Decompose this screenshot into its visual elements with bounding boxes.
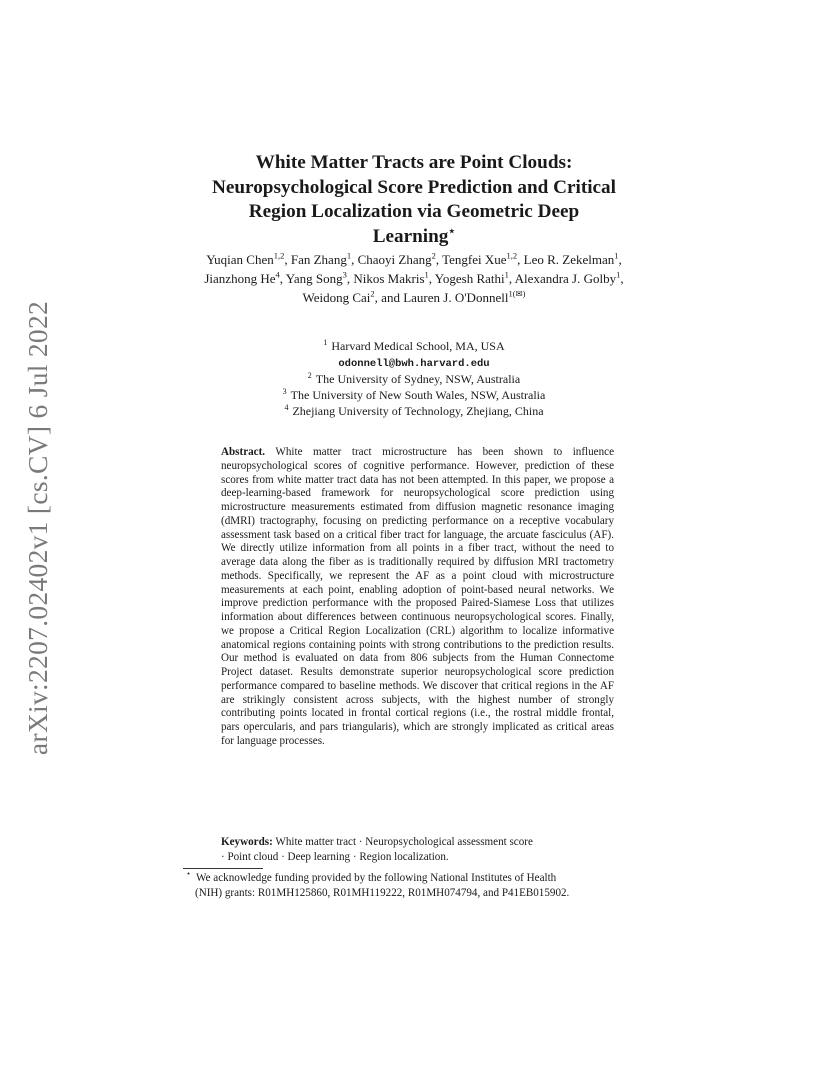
author-name: Tengfei Xue: [442, 252, 507, 267]
author-name: Yang Song: [285, 271, 343, 286]
author-separator: ,: [517, 252, 524, 267]
author-affiliation-mark: 1(✉): [508, 288, 526, 299]
author-affiliation-mark: 2: [370, 288, 375, 299]
author-name: Fan Zhang: [290, 252, 347, 267]
contact-email[interactable]: [180, 355, 648, 373]
author-affiliation-mark: 1: [504, 269, 509, 280]
keywords-label: Keywords:: [221, 836, 273, 848]
keywords: [221, 835, 619, 864]
affiliation-4: [180, 404, 648, 420]
affiliation-3-number: 3: [282, 387, 287, 397]
author-separator: ,: [428, 271, 435, 286]
abstract: [221, 446, 614, 749]
keywords-line-2: · Point cloud · Deep learning · Region localization.: [221, 850, 449, 863]
author-name: Leo R. Zekelman: [523, 252, 615, 267]
author-affiliation-mark: 1: [614, 250, 619, 261]
author-name: Lauren J. O'Donnell: [403, 290, 509, 305]
author-name: Alexandra J. Golby: [514, 271, 617, 286]
keywords-line-1: [221, 835, 619, 850]
footnote-divider: [183, 868, 263, 869]
author-name: Chaoyi Zhang: [357, 252, 432, 267]
author-affiliation-mark: 2: [431, 250, 436, 261]
author-name: Jianzhong He: [204, 271, 276, 286]
affiliation-4-text: Zhejiang University of Technology, Zhejiang, China: [292, 403, 544, 418]
affiliation-1-text: Harvard Medical School, MA, USA: [331, 339, 505, 353]
author-separator: ,: [618, 252, 622, 267]
title-footnote-mark: ⋆: [448, 225, 456, 238]
author-affiliation-mark: 1: [346, 250, 352, 261]
author-separator: ,: [346, 271, 354, 286]
author-name: Yuqian Chen: [206, 252, 274, 267]
footnote-mark: ⋆: [186, 869, 192, 879]
title-line-2: Neuropsychological Score Prediction and Critical: [212, 176, 616, 198]
author-name: Weidong Cai: [302, 290, 371, 305]
author-separator: ,: [435, 252, 443, 267]
author-affiliation-mark: 1: [424, 269, 429, 280]
arxiv-id-text: arXiv:2207.02402v1 [cs.CV] 6 Jul 2022: [22, 300, 53, 755]
author-affiliation-mark: 1,2: [273, 250, 285, 261]
title-line-1: White Matter Tracts are Point Clouds:: [255, 152, 573, 173]
affiliation-2-text: The University of Sydney, NSW, Australia: [315, 372, 521, 387]
title-line-3: Region Localization via Geometric Deep: [248, 201, 580, 222]
affiliation-1-number: 1: [323, 338, 328, 347]
author-separator: ,: [620, 271, 624, 286]
affiliation-3-text: The University of New South Wales, NSW, Australia: [290, 388, 546, 403]
author-separator: ,: [284, 252, 291, 267]
author-affiliation-mark: 1,2: [506, 250, 518, 261]
footnote: [186, 871, 646, 900]
author-affiliation-mark: 4: [275, 269, 280, 280]
affiliation-4-number: 4: [284, 402, 289, 412]
affiliations: [180, 339, 648, 420]
abstract-text: White matter tract microstructure has been shown to influence neuropsychological scores of cognitive performance. However, prediction of these scores from white matter tract data has not been attempted. In this paper, we propose a deep-learning-based framework for neuropsychological score prediction using microstructure measurements estimated from diffusion magnetic resonance imaging (dMRI) tractography, focusing on predicting performance on a receptive vocabulary assessment task based on a critical fiber tract for language, the arcuate fasciculus (AF). We directly utilize information from all points in a fiber tract, without the need to average data along the fiber as is traditionally required by diffusion MRI tractometry methods. Specifically, we represent the AF as a point cloud with microstructure measurements at each point, enabling adoption of point-based neural networks. We improve prediction performance with the proposed Paired-Siamese Loss that utilizes information about differences between continuous neuropsychological scores. Finally, we propose a Critical Region Localization (CRL) algorithm to localize informative anatomical regions containing points with strong contributions to the prediction results. Our method is evaluated on data from 806 subjects from the Human Connectome Project dataset. Results demonstrate superior neuropsychological score prediction performance compared to baseline methods. We discover that critical regions in the AF are strikingly consistent across subjects, with the highest number of strongly contributing points located in frontal cortical regions (i.e., the rostral middle frontal, pars opercularis, and pars triangularis), which are strongly implicated as critical areas for language processes.: [221, 446, 615, 747]
author-list: [190, 250, 638, 307]
footnote-line-1: [186, 871, 646, 886]
author-name: Nikos Makris: [353, 271, 425, 286]
email-link[interactable]: odonnell@bwh.harvard.edu: [338, 357, 490, 370]
author-name: Yogesh Rathi: [434, 271, 505, 286]
affiliation-2: [180, 372, 648, 388]
author-affiliation-mark: 1: [616, 269, 621, 280]
affiliation-3: [180, 388, 648, 404]
title-line-4: [170, 225, 658, 250]
author-separator: , and: [374, 290, 404, 305]
arxiv-identifier-stamp: [14, 300, 62, 755]
abstract-label: Abstract.: [221, 446, 266, 458]
author-separator: ,: [279, 271, 286, 286]
paper-title: [170, 151, 658, 249]
author-separator: ,: [508, 271, 515, 286]
affiliation-1: [180, 339, 648, 355]
title-last-word: Learning: [372, 225, 449, 247]
affiliation-2-number: 2: [307, 371, 312, 381]
keywords-text-1: White matter tract · Neuropsychological assessment score: [275, 836, 533, 848]
author-affiliation-mark: 3: [342, 269, 347, 280]
footnote-line-2: (NIH) grants: R01MH125860, R01MH119222, R01MH074794, and P41EB015902.: [195, 886, 570, 899]
footnote-text-1: We acknowledge funding provided by the following National Institutes of Health: [196, 872, 557, 884]
author-separator: ,: [351, 252, 358, 267]
